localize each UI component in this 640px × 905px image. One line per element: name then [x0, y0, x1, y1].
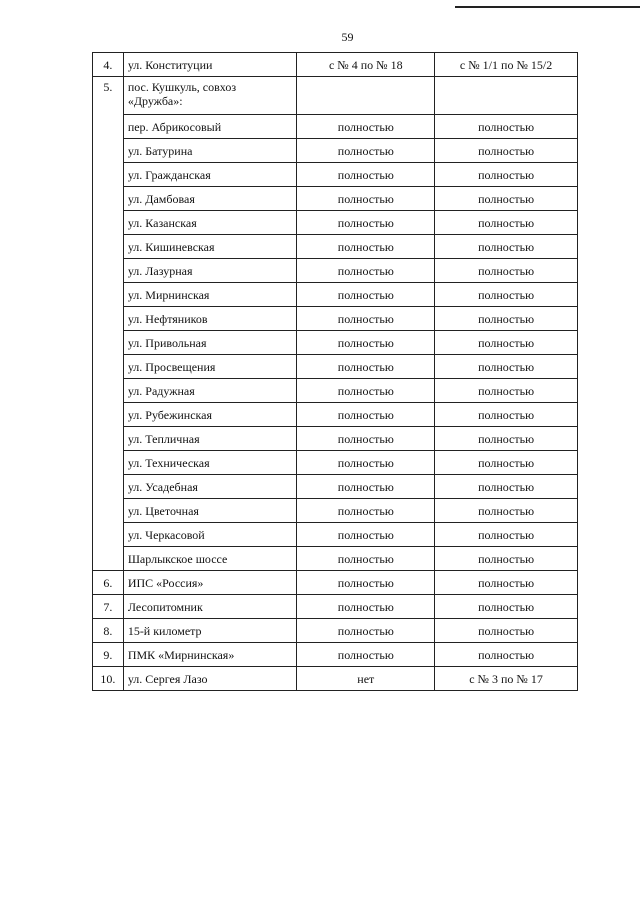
- street-name-cell: ул. Гражданская: [123, 163, 297, 187]
- address-table: [92, 52, 578, 691]
- row-number-cell: [93, 403, 124, 427]
- range-col2-cell: полностью: [435, 259, 578, 283]
- row-number-cell: 7.: [93, 595, 124, 619]
- table-row: [93, 619, 578, 643]
- top-rule: [455, 6, 640, 8]
- row-number-cell: [93, 475, 124, 499]
- range-col1-cell: [297, 77, 435, 115]
- street-name-cell: ул. Батурина: [123, 139, 297, 163]
- street-name-cell: ул. Мирнинская: [123, 283, 297, 307]
- street-name-cell: ул. Казанская: [123, 211, 297, 235]
- street-name-cell: ул. Кишиневская: [123, 235, 297, 259]
- table-row: [93, 163, 578, 187]
- table-row: [93, 403, 578, 427]
- table-row: [93, 451, 578, 475]
- range-col1-cell: полностью: [297, 571, 435, 595]
- row-number-cell: 4.: [93, 53, 124, 77]
- range-col2-cell: полностью: [435, 451, 578, 475]
- range-col1-cell: полностью: [297, 235, 435, 259]
- row-number-cell: [93, 427, 124, 451]
- range-col1-cell: полностью: [297, 619, 435, 643]
- table-row: [93, 77, 578, 115]
- table-row: [93, 307, 578, 331]
- range-col1-cell: полностью: [297, 427, 435, 451]
- range-col1-cell: полностью: [297, 403, 435, 427]
- range-col2-cell: полностью: [435, 307, 578, 331]
- range-col1-cell: нет: [297, 667, 435, 691]
- range-col2-cell: полностью: [435, 235, 578, 259]
- range-col2-cell: полностью: [435, 595, 578, 619]
- table-row: [93, 115, 578, 139]
- street-name-cell: ул. Привольная: [123, 331, 297, 355]
- row-number-cell: [93, 235, 124, 259]
- row-number-cell: [93, 259, 124, 283]
- range-col2-cell: полностью: [435, 475, 578, 499]
- table-row: [93, 427, 578, 451]
- table-row: [93, 667, 578, 691]
- street-name-cell: 15-й километр: [123, 619, 297, 643]
- range-col1-cell: полностью: [297, 643, 435, 667]
- row-number-cell: [93, 283, 124, 307]
- address-table-body: [93, 53, 578, 691]
- range-col1-cell: полностью: [297, 451, 435, 475]
- row-number-cell: [93, 163, 124, 187]
- table-row: [93, 283, 578, 307]
- row-number-cell: [93, 139, 124, 163]
- table-row: [93, 53, 578, 77]
- row-number-cell: [93, 523, 124, 547]
- row-number-cell: 9.: [93, 643, 124, 667]
- table-row: [93, 523, 578, 547]
- street-name-cell: ул. Радужная: [123, 379, 297, 403]
- street-name-cell: ул. Дамбовая: [123, 187, 297, 211]
- row-number-cell: [93, 115, 124, 139]
- row-number-cell: 8.: [93, 619, 124, 643]
- range-col2-cell: полностью: [435, 643, 578, 667]
- range-col2-cell: полностью: [435, 427, 578, 451]
- table-row: [93, 475, 578, 499]
- table-row: [93, 571, 578, 595]
- street-name-cell: ул. Просвещения: [123, 355, 297, 379]
- range-col1-cell: полностью: [297, 499, 435, 523]
- range-col1-cell: полностью: [297, 355, 435, 379]
- range-col2-cell: полностью: [435, 115, 578, 139]
- table-row: [93, 235, 578, 259]
- row-number-cell: [93, 187, 124, 211]
- range-col1-cell: полностью: [297, 331, 435, 355]
- range-col1-cell: полностью: [297, 163, 435, 187]
- table-row: [93, 379, 578, 403]
- range-col2-cell: полностью: [435, 523, 578, 547]
- range-col2-cell: [435, 77, 578, 115]
- street-name-cell: пос. Кушкуль, совхоз «Дружба»:: [123, 77, 297, 115]
- range-col1-cell: полностью: [297, 595, 435, 619]
- range-col1-cell: полностью: [297, 115, 435, 139]
- range-col2-cell: полностью: [435, 283, 578, 307]
- range-col1-cell: полностью: [297, 547, 435, 571]
- street-name-cell: ул. Тепличная: [123, 427, 297, 451]
- table-row: [93, 331, 578, 355]
- range-col2-cell: с № 3 по № 17: [435, 667, 578, 691]
- range-col1-cell: полностью: [297, 283, 435, 307]
- street-name-cell: ул. Техническая: [123, 451, 297, 475]
- row-number-cell: 5.: [93, 77, 124, 115]
- range-col2-cell: полностью: [435, 547, 578, 571]
- table-row: [93, 499, 578, 523]
- street-name-cell: ул. Усадебная: [123, 475, 297, 499]
- range-col2-cell: полностью: [435, 619, 578, 643]
- table-row: [93, 643, 578, 667]
- row-number-cell: [93, 211, 124, 235]
- street-name-cell: ПМК «Мирнинская»: [123, 643, 297, 667]
- range-col2-cell: полностью: [435, 139, 578, 163]
- range-col1-cell: полностью: [297, 523, 435, 547]
- row-number-cell: 10.: [93, 667, 124, 691]
- row-number-cell: [93, 307, 124, 331]
- row-number-cell: [93, 379, 124, 403]
- row-number-cell: [93, 547, 124, 571]
- table-row: [93, 595, 578, 619]
- range-col1-cell: полностью: [297, 211, 435, 235]
- range-col2-cell: полностью: [435, 187, 578, 211]
- street-name-cell: ул. Лазурная: [123, 259, 297, 283]
- range-col2-cell: полностью: [435, 163, 578, 187]
- range-col2-cell: полностью: [435, 331, 578, 355]
- street-name-cell: ул. Рубежинская: [123, 403, 297, 427]
- street-name-cell: ул. Конституции: [123, 53, 297, 77]
- range-col1-cell: полностью: [297, 139, 435, 163]
- row-number-cell: [93, 499, 124, 523]
- table-row: [93, 547, 578, 571]
- range-col1-cell: полностью: [297, 379, 435, 403]
- range-col2-cell: с № 1/1 по № 15/2: [435, 53, 578, 77]
- range-col1-cell: полностью: [297, 259, 435, 283]
- row-number-cell: [93, 355, 124, 379]
- range-col2-cell: полностью: [435, 571, 578, 595]
- street-name-cell: ул. Сергея Лазо: [123, 667, 297, 691]
- range-col1-cell: полностью: [297, 307, 435, 331]
- street-name-cell: Лесопитомник: [123, 595, 297, 619]
- street-name-cell: пер. Абрикосовый: [123, 115, 297, 139]
- range-col1-cell: полностью: [297, 187, 435, 211]
- row-number-cell: [93, 451, 124, 475]
- range-col2-cell: полностью: [435, 211, 578, 235]
- street-name-cell: ул. Черкасовой: [123, 523, 297, 547]
- table-row: [93, 211, 578, 235]
- page-number: 59: [341, 30, 354, 44]
- row-number-cell: [93, 331, 124, 355]
- street-name-cell: ул. Цветочная: [123, 499, 297, 523]
- street-name-cell: ул. Нефтяников: [123, 307, 297, 331]
- range-col1-cell: полностью: [297, 475, 435, 499]
- street-name-cell: Шарлыкское шоссе: [123, 547, 297, 571]
- range-col1-cell: с № 4 по № 18: [297, 53, 435, 77]
- table-row: [93, 259, 578, 283]
- street-name-cell: ИПС «Россия»: [123, 571, 297, 595]
- range-col2-cell: полностью: [435, 403, 578, 427]
- range-col2-cell: полностью: [435, 355, 578, 379]
- table-row: [93, 187, 578, 211]
- row-number-cell: 6.: [93, 571, 124, 595]
- range-col2-cell: полностью: [435, 379, 578, 403]
- range-col2-cell: полностью: [435, 499, 578, 523]
- table-row: [93, 355, 578, 379]
- table-row: [93, 139, 578, 163]
